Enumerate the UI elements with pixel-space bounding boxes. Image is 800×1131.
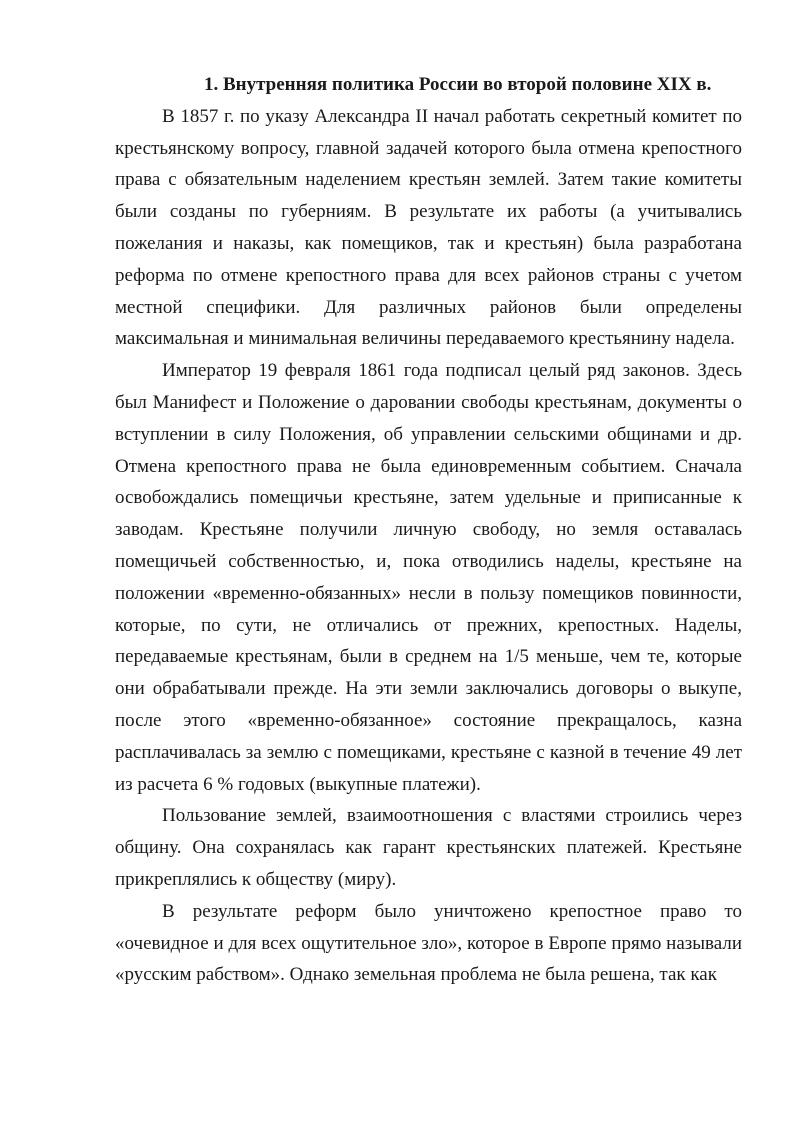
paragraph-community: Пользование землей, взаимоотношения с властями строились через общину. Она сохранялась как гарант крестьянских платежей. Крестьяне прикреплялись к обществу (миру). [115, 805, 742, 890]
section-heading: 1. Внутренняя политика России во второй половине XIX в. [204, 74, 712, 95]
document-body [115, 69, 742, 991]
paragraph-reform-results: В результате реформ было уничтожено крепостное право то «очевидное и для всех ощутительное зло», которое в Европе прямо называли «русским рабством». Однако земельная проблема не была решена, так как [115, 900, 742, 986]
paragraph-manifesto-1861: Император 19 февраля 1861 года подписал целый ряд законов. Здесь был Манифест и Положение о даровании свободы крестьянам, документы о вступлении в силу Положения, об управлении сельскими общинами и др. Отмена крепостного права не была единовременным событием. Сначала освобождались помещичьи крестьяне, затем удельные и приписанные к заводам. Крестьяне получили личную свободу, но земля оставалась помещичьей собственностью, и, пока отводились наделы, крестьяне на положении «временно-обязанных» несли в пользу помещиков повинности, которые, по сути, не отличались от прежних, крепостных. Наделы, передаваемые крестьянам, были в среднем на 1/5 меньше, чем те, которые они обрабатывали прежде. На эти земли заключались договоры о выкупе, после этого «временно-обязанное» состояние прекращалось, казна расплачивалась за землю с помещиками, крестьяне с казной в течение 49 лет из расчета 6 % годовых (выкупные платежи). [115, 360, 742, 795]
paragraph-reform-committee: В 1857 г. по указу Александра II начал работать секретный комитет по крестьянскому вопросу, главной задачей которого была отмена крепостного права с обязательным наделением крестьян землей. Затем такие комитеты были созданы по губерниям. В результате их работы (а учитывались пожелания и наказы, как помещиков, так и крестьян) была разработана реформа по отмене крепостного права для всех районов страны с учетом местной специфики. Для различных районов были определены максимальная и минимальная величины передаваемого крестьянину надела. [115, 105, 742, 350]
